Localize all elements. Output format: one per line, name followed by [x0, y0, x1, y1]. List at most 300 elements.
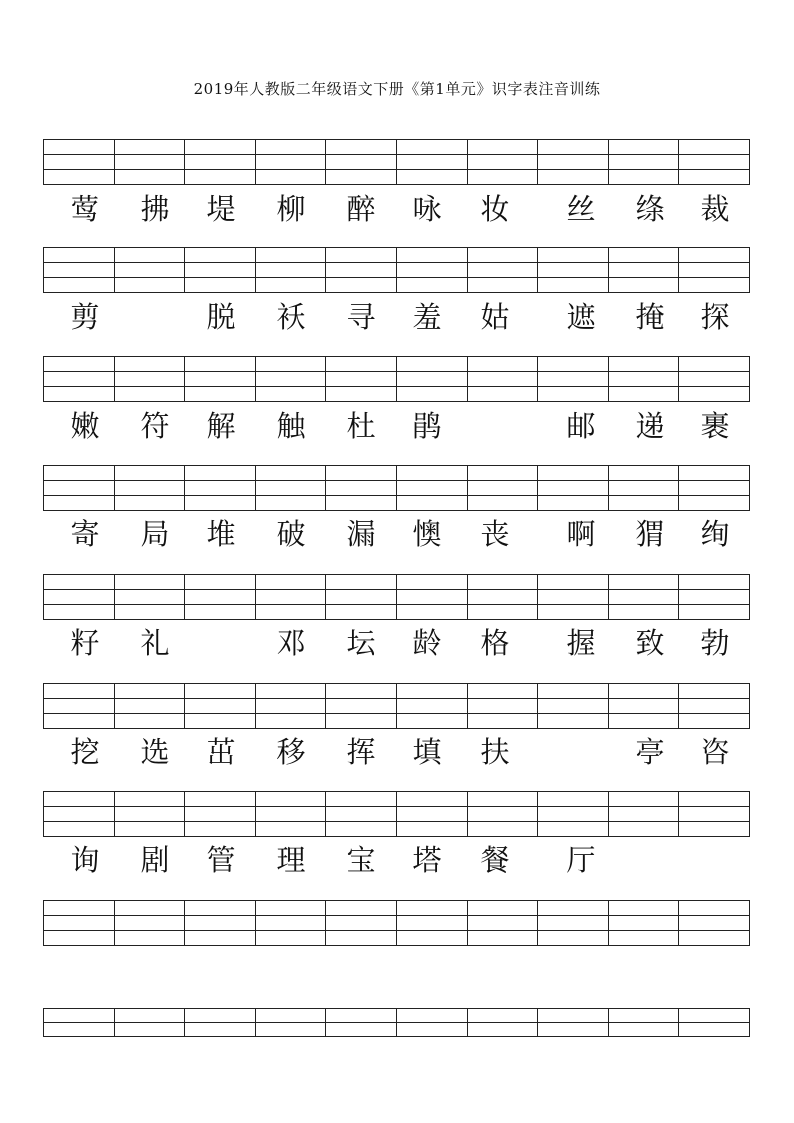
pinyin-cell[interactable] [467, 699, 538, 714]
pinyin-cell[interactable] [679, 916, 750, 931]
pinyin-cell[interactable] [679, 357, 750, 372]
pinyin-cell[interactable] [467, 901, 538, 916]
pinyin-cell[interactable] [44, 372, 115, 387]
pinyin-cell[interactable] [255, 807, 326, 822]
pinyin-cell[interactable] [467, 807, 538, 822]
pinyin-cell[interactable] [396, 807, 467, 822]
pinyin-cell[interactable] [114, 466, 185, 481]
pinyin-cell[interactable] [467, 1023, 538, 1037]
pinyin-cell[interactable] [255, 372, 326, 387]
pinyin-cell[interactable] [538, 278, 609, 293]
pinyin-cell[interactable] [326, 822, 397, 837]
pinyin-cell[interactable] [679, 496, 750, 511]
pinyin-grid-6 [43, 683, 750, 729]
pinyin-cell[interactable] [396, 466, 467, 481]
pinyin-cell[interactable] [679, 901, 750, 916]
chinese-character: 移 [276, 735, 306, 769]
pinyin-cell[interactable] [467, 822, 538, 837]
pinyin-cell[interactable] [114, 278, 185, 293]
chinese-character: 丝 [566, 192, 596, 226]
pinyin-cell[interactable] [538, 684, 609, 699]
pinyin-cell[interactable] [44, 684, 115, 699]
pinyin-cell[interactable] [538, 372, 609, 387]
pinyin-cell[interactable] [44, 590, 115, 605]
pinyin-cell[interactable] [679, 1009, 750, 1023]
pinyin-cell[interactable] [538, 170, 609, 185]
pinyin-cell[interactable] [538, 1009, 609, 1023]
pinyin-cell[interactable] [538, 931, 609, 946]
pinyin-cell[interactable] [44, 916, 115, 931]
pinyin-cell[interactable] [467, 931, 538, 946]
pinyin-cell[interactable] [114, 387, 185, 402]
pinyin-cell[interactable] [538, 575, 609, 590]
pinyin-cell[interactable] [396, 1009, 467, 1023]
pinyin-cell[interactable] [255, 575, 326, 590]
pinyin-cell[interactable] [467, 1009, 538, 1023]
pinyin-cell[interactable] [396, 481, 467, 496]
pinyin-cell[interactable] [326, 901, 397, 916]
pinyin-cell[interactable] [114, 822, 185, 837]
chinese-character: 触 [276, 409, 306, 443]
pinyin-cell[interactable] [608, 590, 679, 605]
chinese-character: 探 [700, 300, 730, 334]
pinyin-cell[interactable] [44, 496, 115, 511]
pinyin-cell[interactable] [608, 372, 679, 387]
pinyin-cell[interactable] [185, 170, 256, 185]
pinyin-cell[interactable] [396, 931, 467, 946]
chinese-character: 填 [412, 735, 442, 769]
pinyin-cell[interactable] [679, 466, 750, 481]
pinyin-cell[interactable] [185, 1023, 256, 1037]
pinyin-cell[interactable] [326, 916, 397, 931]
pinyin-cell[interactable] [185, 699, 256, 714]
pinyin-cell[interactable] [255, 357, 326, 372]
pinyin-cell[interactable] [185, 263, 256, 278]
pinyin-cell[interactable] [114, 792, 185, 807]
pinyin-cell[interactable] [326, 684, 397, 699]
pinyin-cell[interactable] [255, 901, 326, 916]
pinyin-cell[interactable] [326, 481, 397, 496]
pinyin-cell[interactable] [185, 496, 256, 511]
pinyin-cell[interactable] [114, 372, 185, 387]
pinyin-cell[interactable] [538, 714, 609, 729]
pinyin-cell[interactable] [538, 387, 609, 402]
pinyin-cell[interactable] [467, 387, 538, 402]
pinyin-cell[interactable] [608, 155, 679, 170]
chinese-character: 丧 [480, 517, 510, 551]
pinyin-cell[interactable] [679, 263, 750, 278]
pinyin-cell[interactable] [396, 822, 467, 837]
pinyin-cell[interactable] [114, 575, 185, 590]
pinyin-cell[interactable] [255, 248, 326, 263]
pinyin-cell[interactable] [44, 605, 115, 620]
pinyin-cell[interactable] [679, 372, 750, 387]
pinyin-cell[interactable] [396, 1023, 467, 1037]
character-row [43, 840, 750, 880]
pinyin-cell[interactable] [396, 699, 467, 714]
pinyin-cell[interactable] [396, 170, 467, 185]
pinyin-cell[interactable] [467, 372, 538, 387]
pinyin-cell[interactable] [44, 807, 115, 822]
pinyin-cell[interactable] [44, 699, 115, 714]
chinese-character: 理 [276, 843, 306, 877]
pinyin-cell[interactable] [326, 263, 397, 278]
chinese-character: 拂 [140, 192, 170, 226]
pinyin-cell[interactable] [326, 807, 397, 822]
pinyin-cell[interactable] [538, 248, 609, 263]
pinyin-cell[interactable] [679, 792, 750, 807]
pinyin-cell[interactable] [538, 792, 609, 807]
pinyin-cell[interactable] [608, 387, 679, 402]
pinyin-cell[interactable] [114, 140, 185, 155]
pinyin-cell[interactable] [326, 372, 397, 387]
pinyin-cell[interactable] [114, 807, 185, 822]
chinese-character: 握 [566, 626, 596, 660]
pinyin-cell[interactable] [608, 714, 679, 729]
pinyin-cell[interactable] [467, 714, 538, 729]
pinyin-cell[interactable] [44, 714, 115, 729]
pinyin-cell[interactable] [538, 466, 609, 481]
pinyin-cell[interactable] [114, 481, 185, 496]
pinyin-cell[interactable] [396, 372, 467, 387]
pinyin-cell[interactable] [326, 278, 397, 293]
pinyin-cell[interactable] [608, 357, 679, 372]
character-row [43, 623, 750, 663]
pinyin-cell[interactable] [608, 496, 679, 511]
pinyin-cell[interactable] [608, 140, 679, 155]
pinyin-cell[interactable] [326, 1023, 397, 1037]
pinyin-cell[interactable] [44, 822, 115, 837]
pinyin-cell[interactable] [679, 248, 750, 263]
pinyin-cell[interactable] [326, 466, 397, 481]
pinyin-cell[interactable] [44, 931, 115, 946]
pinyin-cell[interactable] [467, 155, 538, 170]
chinese-character: 脱 [206, 300, 236, 334]
pinyin-cell[interactable] [679, 170, 750, 185]
pinyin-cell[interactable] [679, 590, 750, 605]
pinyin-cell[interactable] [44, 575, 115, 590]
chinese-character: 猬 [635, 517, 665, 551]
pinyin-cell[interactable] [608, 1023, 679, 1037]
pinyin-cell[interactable] [255, 278, 326, 293]
pinyin-cell[interactable] [255, 590, 326, 605]
pinyin-cell[interactable] [44, 155, 115, 170]
pinyin-cell[interactable] [185, 1009, 256, 1023]
chinese-character: 宝 [346, 843, 376, 877]
chinese-character: 堆 [206, 517, 236, 551]
pinyin-cell[interactable] [396, 605, 467, 620]
pinyin-cell[interactable] [467, 278, 538, 293]
pinyin-cell[interactable] [44, 357, 115, 372]
pinyin-cell[interactable] [326, 170, 397, 185]
pinyin-cell[interactable] [255, 916, 326, 931]
chinese-character: 懊 [412, 517, 442, 551]
chinese-character: 符 [140, 409, 170, 443]
pinyin-cell[interactable] [538, 590, 609, 605]
pinyin-cell[interactable] [114, 901, 185, 916]
pinyin-cell[interactable] [538, 901, 609, 916]
pinyin-cell[interactable] [608, 807, 679, 822]
pinyin-cell[interactable] [185, 590, 256, 605]
pinyin-cell[interactable] [467, 496, 538, 511]
pinyin-cell[interactable] [185, 605, 256, 620]
pinyin-cell[interactable] [114, 357, 185, 372]
pinyin-cell[interactable] [326, 714, 397, 729]
pinyin-cell[interactable] [185, 575, 256, 590]
pinyin-cell[interactable] [44, 466, 115, 481]
pinyin-cell[interactable] [608, 466, 679, 481]
pinyin-cell[interactable] [114, 699, 185, 714]
pinyin-cell[interactable] [255, 481, 326, 496]
pinyin-cell[interactable] [44, 1023, 115, 1037]
pinyin-cell[interactable] [326, 575, 397, 590]
pinyin-cell[interactable] [538, 357, 609, 372]
pinyin-cell[interactable] [608, 575, 679, 590]
pinyin-cell[interactable] [326, 140, 397, 155]
chinese-character: 破 [276, 517, 306, 551]
pinyin-cell[interactable] [467, 916, 538, 931]
chinese-character: 厅 [566, 843, 596, 877]
pinyin-cell[interactable] [396, 792, 467, 807]
pinyin-cell[interactable] [185, 916, 256, 931]
chinese-character: 柳 [276, 192, 306, 226]
pinyin-cell[interactable] [185, 931, 256, 946]
chinese-character: 寻 [346, 300, 376, 334]
pinyin-cell[interactable] [608, 792, 679, 807]
pinyin-cell[interactable] [326, 387, 397, 402]
pinyin-cell[interactable] [255, 1023, 326, 1037]
pinyin-cell[interactable] [185, 822, 256, 837]
pinyin-cell[interactable] [44, 140, 115, 155]
pinyin-cell[interactable] [114, 248, 185, 263]
pinyin-cell[interactable] [326, 590, 397, 605]
pinyin-cell[interactable] [326, 699, 397, 714]
chinese-character: 剧 [140, 843, 170, 877]
pinyin-cell[interactable] [396, 248, 467, 263]
pinyin-cell[interactable] [467, 605, 538, 620]
pinyin-cell[interactable] [185, 466, 256, 481]
pinyin-cell[interactable] [114, 1009, 185, 1023]
pinyin-cell[interactable] [326, 1009, 397, 1023]
pinyin-cell[interactable] [467, 140, 538, 155]
chinese-character: 遮 [566, 300, 596, 334]
pinyin-cell[interactable] [467, 575, 538, 590]
chinese-character: 袄 [276, 300, 306, 334]
pinyin-grid-2 [43, 247, 750, 293]
pinyin-cell[interactable] [538, 1023, 609, 1037]
pinyin-cell[interactable] [114, 714, 185, 729]
pinyin-grid-1 [43, 139, 750, 185]
chinese-character: 递 [635, 409, 665, 443]
pinyin-cell[interactable] [396, 714, 467, 729]
pinyin-cell[interactable] [679, 714, 750, 729]
pinyin-cell[interactable] [396, 575, 467, 590]
pinyin-cell[interactable] [396, 263, 467, 278]
pinyin-cell[interactable] [185, 807, 256, 822]
pinyin-cell[interactable] [679, 699, 750, 714]
pinyin-cell[interactable] [608, 684, 679, 699]
pinyin-cell[interactable] [608, 699, 679, 714]
pinyin-cell[interactable] [679, 387, 750, 402]
pinyin-cell[interactable] [255, 699, 326, 714]
pinyin-cell[interactable] [185, 155, 256, 170]
pinyin-cell[interactable] [679, 1023, 750, 1037]
character-row [43, 732, 750, 772]
pinyin-cell[interactable] [255, 263, 326, 278]
pinyin-cell[interactable] [44, 481, 115, 496]
pinyin-cell[interactable] [255, 496, 326, 511]
chinese-character: 亭 [635, 735, 665, 769]
pinyin-cell[interactable] [679, 807, 750, 822]
pinyin-cell[interactable] [538, 916, 609, 931]
pinyin-cell[interactable] [185, 684, 256, 699]
pinyin-cell[interactable] [538, 263, 609, 278]
pinyin-cell[interactable] [114, 155, 185, 170]
pinyin-cell[interactable] [467, 357, 538, 372]
pinyin-cell[interactable] [679, 481, 750, 496]
pinyin-cell[interactable] [608, 481, 679, 496]
pinyin-cell[interactable] [326, 792, 397, 807]
pinyin-cell[interactable] [538, 496, 609, 511]
pinyin-cell[interactable] [255, 792, 326, 807]
pinyin-cell[interactable] [185, 481, 256, 496]
pinyin-cell[interactable] [255, 140, 326, 155]
pinyin-cell[interactable] [44, 278, 115, 293]
pinyin-cell[interactable] [538, 481, 609, 496]
pinyin-cell[interactable] [255, 466, 326, 481]
pinyin-cell[interactable] [679, 931, 750, 946]
pinyin-cell[interactable] [608, 263, 679, 278]
pinyin-cell[interactable] [679, 575, 750, 590]
pinyin-cell[interactable] [114, 170, 185, 185]
pinyin-cell[interactable] [44, 901, 115, 916]
chinese-character: 醉 [346, 192, 376, 226]
pinyin-cell[interactable] [608, 248, 679, 263]
pinyin-cell[interactable] [326, 155, 397, 170]
pinyin-cell[interactable] [679, 684, 750, 699]
pinyin-cell[interactable] [396, 496, 467, 511]
pinyin-cell[interactable] [326, 605, 397, 620]
pinyin-cell[interactable] [326, 496, 397, 511]
chinese-character: 裁 [700, 192, 730, 226]
pinyin-cell[interactable] [255, 684, 326, 699]
pinyin-cell[interactable] [538, 822, 609, 837]
pinyin-cell[interactable] [467, 466, 538, 481]
pinyin-cell[interactable] [185, 387, 256, 402]
pinyin-cell[interactable] [255, 155, 326, 170]
pinyin-cell[interactable] [608, 1009, 679, 1023]
pinyin-cell[interactable] [608, 170, 679, 185]
chinese-character: 勃 [700, 626, 730, 660]
pinyin-cell[interactable] [467, 263, 538, 278]
pinyin-cell[interactable] [114, 496, 185, 511]
pinyin-cell[interactable] [114, 1023, 185, 1037]
pinyin-cell[interactable] [538, 605, 609, 620]
chinese-character: 妆 [480, 192, 510, 226]
pinyin-cell[interactable] [114, 931, 185, 946]
pinyin-cell[interactable] [396, 140, 467, 155]
pinyin-cell[interactable] [255, 822, 326, 837]
pinyin-cell[interactable] [185, 901, 256, 916]
pinyin-cell[interactable] [185, 140, 256, 155]
pinyin-cell[interactable] [396, 901, 467, 916]
pinyin-cell[interactable] [467, 248, 538, 263]
pinyin-cell[interactable] [538, 155, 609, 170]
pinyin-cell[interactable] [255, 1009, 326, 1023]
pinyin-cell[interactable] [326, 248, 397, 263]
pinyin-cell[interactable] [679, 140, 750, 155]
pinyin-cell[interactable] [396, 684, 467, 699]
pinyin-cell[interactable] [608, 901, 679, 916]
pinyin-cell[interactable] [467, 170, 538, 185]
pinyin-cell[interactable] [608, 278, 679, 293]
pinyin-cell[interactable] [326, 357, 397, 372]
pinyin-cell[interactable] [44, 263, 115, 278]
pinyin-cell[interactable] [679, 605, 750, 620]
pinyin-cell[interactable] [608, 822, 679, 837]
pinyin-cell[interactable] [185, 248, 256, 263]
pinyin-cell[interactable] [467, 792, 538, 807]
pinyin-cell[interactable] [396, 278, 467, 293]
pinyin-cell[interactable] [114, 263, 185, 278]
pinyin-cell[interactable] [396, 590, 467, 605]
pinyin-cell[interactable] [538, 807, 609, 822]
pinyin-cell[interactable] [185, 357, 256, 372]
pinyin-cell[interactable] [185, 792, 256, 807]
pinyin-cell[interactable] [396, 155, 467, 170]
pinyin-cell[interactable] [44, 387, 115, 402]
pinyin-cell[interactable] [679, 822, 750, 837]
pinyin-cell[interactable] [255, 387, 326, 402]
pinyin-cell[interactable] [608, 605, 679, 620]
pinyin-cell[interactable] [467, 590, 538, 605]
pinyin-cell[interactable] [255, 714, 326, 729]
pinyin-grid-8 [43, 900, 750, 946]
pinyin-cell[interactable] [185, 714, 256, 729]
pinyin-cell[interactable] [44, 792, 115, 807]
chinese-character: 杜 [346, 409, 376, 443]
pinyin-cell[interactable] [396, 357, 467, 372]
pinyin-cell[interactable] [326, 931, 397, 946]
pinyin-cell[interactable] [255, 170, 326, 185]
pinyin-cell[interactable] [44, 248, 115, 263]
pinyin-cell[interactable] [255, 605, 326, 620]
pinyin-cell[interactable] [255, 931, 326, 946]
pinyin-cell[interactable] [396, 387, 467, 402]
pinyin-cell[interactable] [467, 684, 538, 699]
pinyin-cell[interactable] [538, 699, 609, 714]
pinyin-cell[interactable] [608, 931, 679, 946]
pinyin-cell[interactable] [114, 605, 185, 620]
pinyin-cell[interactable] [679, 278, 750, 293]
pinyin-cell[interactable] [396, 916, 467, 931]
pinyin-cell[interactable] [185, 372, 256, 387]
chinese-character: 茁 [206, 735, 236, 769]
pinyin-cell[interactable] [44, 170, 115, 185]
character-row [43, 406, 750, 446]
pinyin-cell[interactable] [114, 590, 185, 605]
pinyin-cell[interactable] [679, 155, 750, 170]
pinyin-cell[interactable] [185, 278, 256, 293]
pinyin-cell[interactable] [467, 481, 538, 496]
pinyin-grid-9 [43, 1008, 750, 1037]
pinyin-cell[interactable] [538, 140, 609, 155]
pinyin-cell[interactable] [114, 916, 185, 931]
pinyin-cell[interactable] [114, 684, 185, 699]
pinyin-cell[interactable] [608, 916, 679, 931]
pinyin-cell[interactable] [44, 1009, 115, 1023]
chinese-character: 漏 [346, 517, 376, 551]
